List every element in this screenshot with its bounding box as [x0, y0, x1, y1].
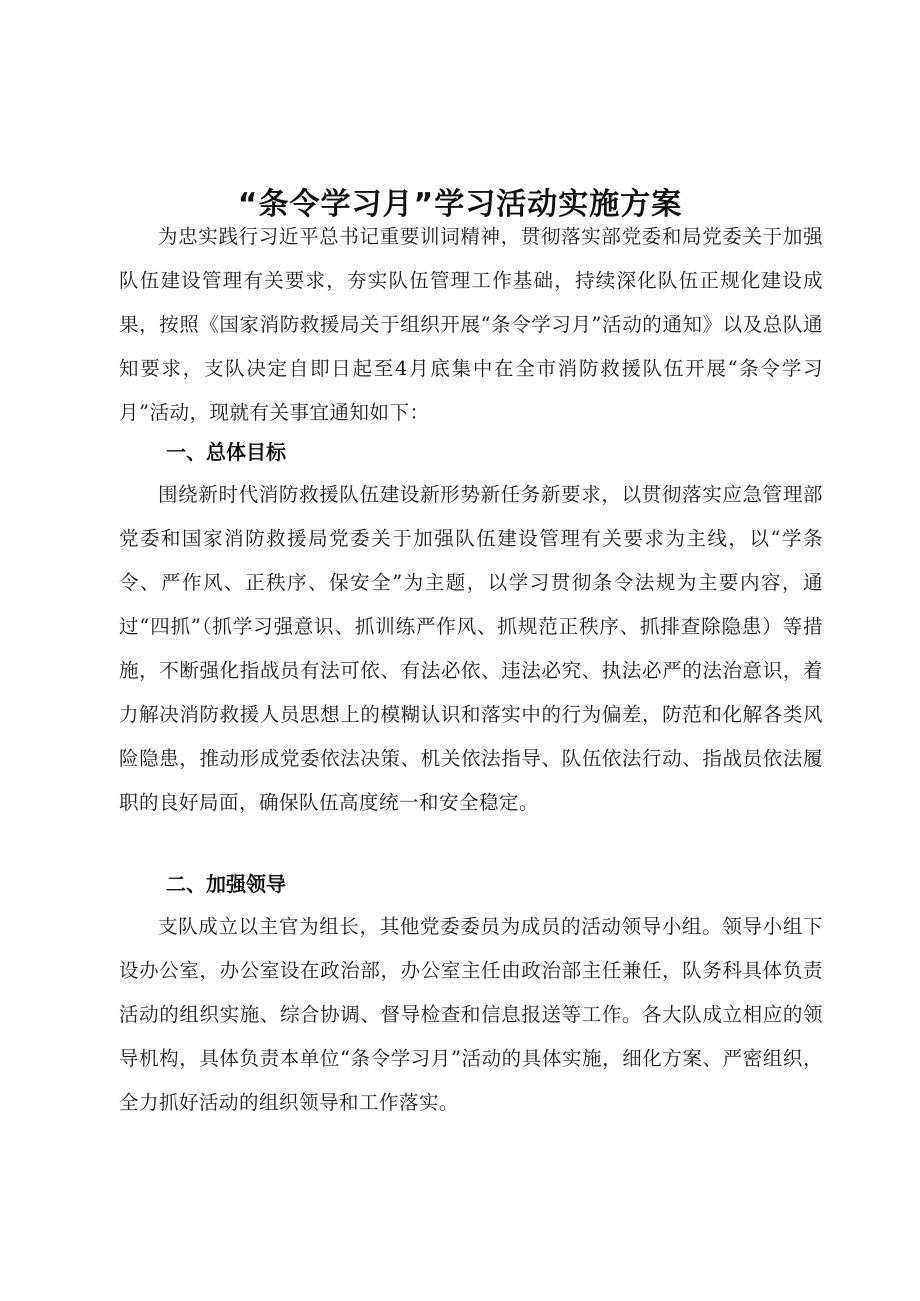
section-heading-leadership: 二、加强领导	[166, 872, 286, 896]
section-heading-overall-goal: 一、总体目标	[166, 440, 286, 464]
section-body-overall-goal: 围绕新时代消防救援队伍建设新形势新任务新要求，以贯彻落实应急管理部党委和国家消防救援局党委关于加强队伍建设管理有关要求为主线，以“学条令、严作风、正秩序、保安全”为主题，以学习贯彻条令法规为主要内容，通过“四抓”（抓学习强意识、抓训练严作风、抓规范正秩序、抓排查除隐患）等措施，不断强化指战员有法可依、有法必依、违法必究、执法必严的法治意识，着力解决消防救援人员思想上的模糊认识和落实中的行为偏差，防范和化解各类风险隐患，推动形成党委依法决策、机关依法指导、队伍依法行动、指战员依法履职的良好局面，确保队伍高度统一和安全稳定。	[119, 483, 823, 814]
intro-paragraph: 为忠实践行习近平总书记重要训词精神，贯彻落实部党委和局党委关于加强队伍建设管理有关要求，夯实队伍管理工作基础，持续深化队伍正规化建设成果，按照《国家消防救援局关于组织开展“条令学习月”活动的通知》以及总队通知要求，支队决定自即日起至4月底集中在全市消防救援队伍开展“条令学习月”活动，现就有关事宜通知如下：	[119, 225, 823, 424]
document-title: “条令学习月”学习活动实施方案	[237, 187, 683, 223]
section-body-leadership: 支队成立以主官为组长，其他党委委员为成员的活动领导小组。领导小组下设办公室，办公室设在政治部，办公室主任由政治部主任兼任，队务科具体负责活动的组织实施、综合协调、督导检查和信息报送等工作。各大队成立相应的领导机构，具体负责本单位“条令学习月”活动的具体实施，细化方案、严密组织，全力抓好活动的组织领导和工作落实。	[119, 915, 823, 1114]
